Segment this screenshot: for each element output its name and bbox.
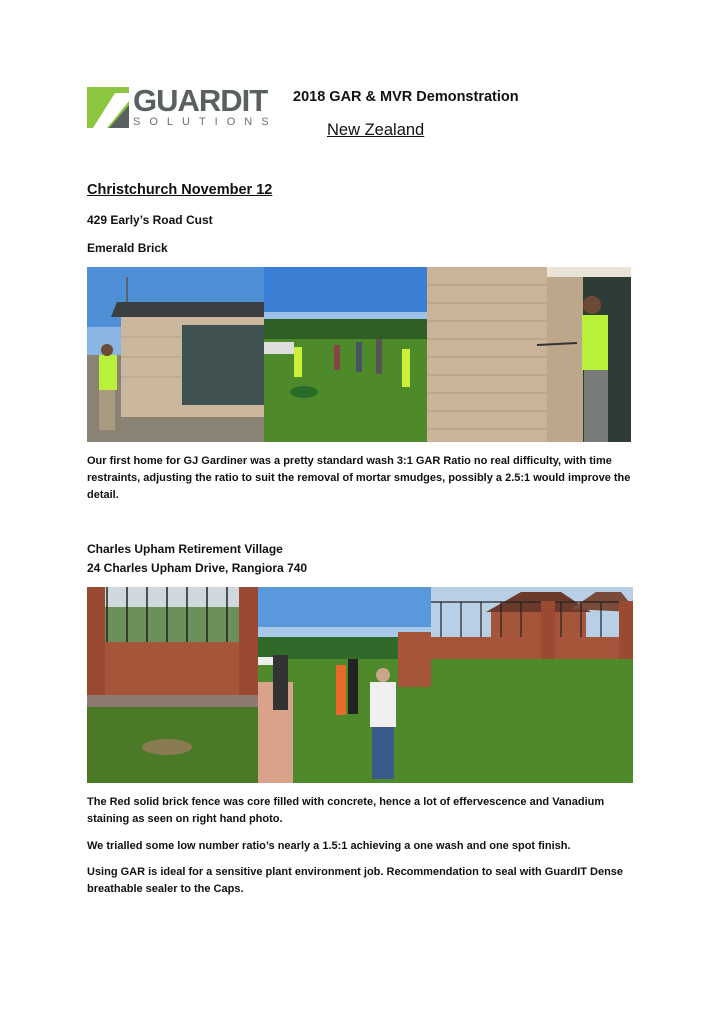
photo-house-wash — [87, 267, 264, 442]
section1-address: 429 Early’s Road Cust — [87, 213, 213, 227]
section2-paragraph-2: We trialled some low number ratio’s nearly a 1.5:1 achieving a one wash and one spot finish. — [87, 840, 571, 852]
section1-heading: Christchurch November 12 — [87, 182, 273, 198]
section1-paragraph: Our first home for GJ Gardiner was a pretty standard wash 3:1 GAR Ratio no real difficulty, with time restraints, adjusting the ratio to suit the removal of mortar smudges, possibly a 2.5:1 would improve the detail. — [87, 455, 631, 501]
photo-fence-lawn — [431, 587, 633, 783]
section2-name: Charles Upham Retirement Village — [87, 542, 283, 556]
photo-brick-wall-spray — [427, 267, 631, 442]
document-subtitle: New Zealand — [327, 121, 425, 139]
section2-paragraph-3: Using GAR is ideal for a sensitive plant environment job. Recommendation to seal with GuardIT Dense breathable sealer to the Caps. — [87, 866, 624, 895]
document-title: 2018 GAR & MVR Demonstration — [293, 89, 519, 105]
section2-paragraph-1: The Red solid brick fence was core filled with concrete, hence a lot of effervescence and Vanadium staining as seen on right hand photo. — [87, 796, 605, 825]
photo-group-standing — [258, 587, 431, 783]
logo-sub-text: SOLUTIONS — [133, 116, 278, 128]
photo-red-brick-fence — [87, 587, 258, 783]
section1-product: Emerald Brick — [87, 241, 168, 255]
guardit-logo — [87, 83, 287, 130]
photo-group-lawn — [264, 267, 427, 442]
logo-mark-icon — [87, 87, 131, 129]
section2-address: 24 Charles Upham Drive, Rangiora 740 — [87, 561, 308, 575]
logo-brand-text: GUARDIT — [133, 83, 268, 118]
